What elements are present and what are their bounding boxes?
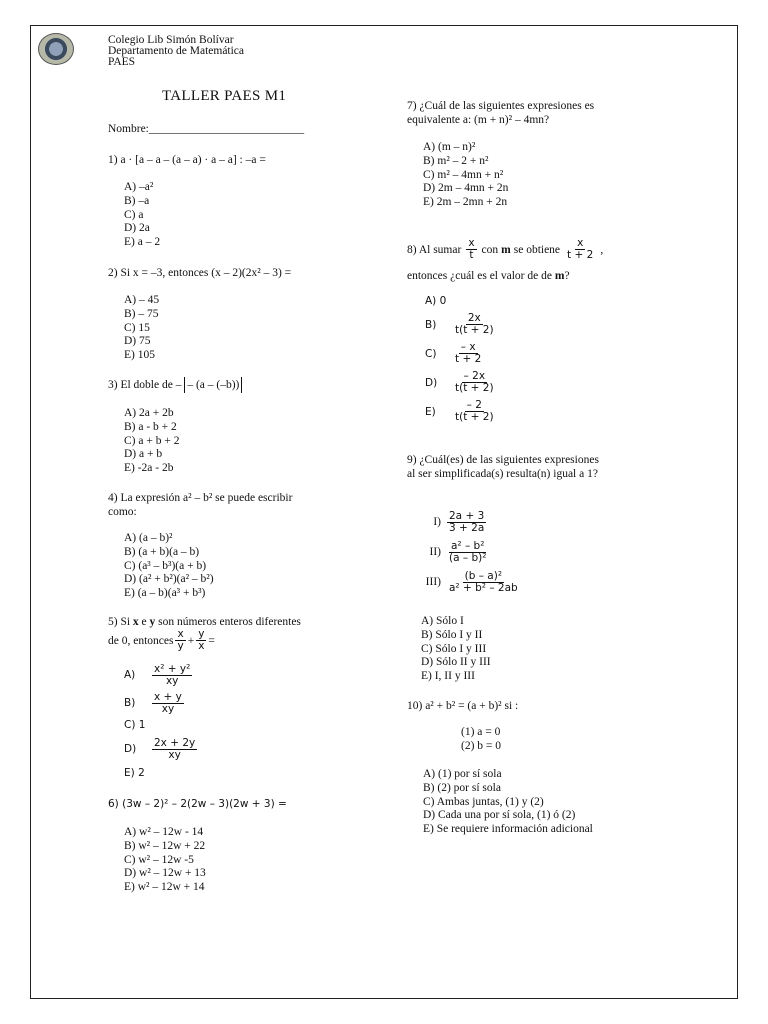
option-d: D) $\frac{- 2x}{t(t + 2)}$	[425, 370, 494, 394]
option-a: A) – 45	[124, 294, 160, 306]
question-7-line-1: 7) ¿Cuál de las siguientes expresiones es	[407, 100, 595, 112]
option-c: C) 15	[124, 321, 150, 334]
fraction-x-over-y: $\frac{x}{y}$	[177, 628, 184, 652]
question-10-conditions	[461, 726, 501, 754]
question-6: 6) (3w – 2)² – 2(2w – 3)(2w + 3) =	[108, 798, 287, 810]
option-b: B) $\frac{2x}{t(t + 2)}$	[425, 312, 494, 336]
question-8-line-2: entonces ¿cuál es el valor de de m?	[407, 270, 570, 282]
question-7-options	[423, 141, 508, 210]
fraction-x-over-t-plus-2: $\frac{x}{t + 2}$	[567, 237, 594, 261]
option-e: E) I, II y III	[421, 670, 475, 683]
option-d: D) $\frac{2x + 2y}{xy}$	[124, 736, 196, 761]
question-5-line-2: de 0, entonces $\frac{x}{y}$ + $\frac{y}{x}$ =	[108, 628, 215, 652]
option-b: B) –a	[124, 194, 150, 207]
question-2-options	[124, 294, 159, 363]
question-9-options	[421, 615, 491, 684]
option-c: C) a	[124, 208, 144, 221]
question-8-options	[425, 292, 498, 426]
question-5-options	[124, 661, 199, 781]
question-7-line-2: equivalente a: (m + n)² – 4mn?	[407, 114, 550, 126]
question-3-options	[124, 407, 179, 476]
header-block	[108, 35, 244, 68]
option-b: B) $\frac{x + y}{xy}$	[124, 690, 182, 715]
question-2: 2) Si x = –3, entonces (x – 2)(2x² – 3) =	[108, 267, 292, 279]
option-a: A) w² – 12w - 14	[124, 826, 204, 838]
expression-1: I) $\frac{2a + 3}{3 + 2a}$	[433, 509, 485, 534]
question-3-bracket: – (a – (–b))	[184, 377, 242, 393]
option-d: D) 2a	[124, 222, 150, 235]
question-7	[407, 99, 594, 127]
question-4-options	[124, 532, 214, 601]
question-1: 1) a · [a – a – (a – a) · a – a] : –a =	[108, 154, 266, 166]
option-c: C) Sólo I y III	[421, 642, 487, 655]
department-name: Departamento de Matemática	[108, 45, 245, 57]
fraction-y-over-x: $\frac{y}{x}$	[198, 628, 205, 652]
option-e: E) w² – 12w + 14	[124, 881, 205, 894]
question-9-expressions	[419, 507, 522, 597]
condition-2: (2) b = 0	[461, 739, 502, 752]
question-9-line-2: al ser simplificada(s) resulta(n) igual a 1?	[407, 468, 598, 480]
question-3-prefix: 3) El doble de –	[108, 379, 182, 391]
option-b: B) w² – 12w + 22	[124, 839, 206, 852]
option-b: B) m² – 2 + n²	[423, 154, 489, 167]
worksheet-title: TALLER PAES M1	[162, 88, 287, 104]
option-a: A) 2a + 2b	[124, 407, 174, 419]
option-c: C) (a³ – b³)(a + b)	[124, 559, 207, 572]
worksheet-page	[30, 25, 738, 999]
option-d: D) (a² + b²)(a² – b²)	[124, 573, 214, 586]
question-6-options	[124, 826, 206, 895]
option-e: E) 105	[124, 349, 155, 362]
option-c: C) Ambas juntas, (1) y (2)	[423, 795, 544, 808]
option-e: E) $\frac{- 2}{t(t + 2)}$	[425, 399, 494, 423]
option-b: B) – 75	[124, 307, 159, 320]
question-3	[108, 377, 242, 393]
option-e: E) -2a - 2b	[124, 462, 174, 475]
question-4-line-1: 4) La expresión a² – b² se puede escribir	[108, 492, 293, 504]
school-name: Colegio Lib Simón Bolívar	[108, 34, 234, 46]
option-c: C) w² – 12w -5	[124, 853, 194, 866]
option-d: D) Sólo II y III	[421, 656, 491, 669]
option-a: A) Sólo I	[421, 615, 464, 627]
fraction-x-over-t: $\frac{x}{t}$	[468, 237, 475, 261]
expression-3: III) $\frac{\text{(b – a)²}}{\text{a² + b² – 2ab}}$	[425, 569, 518, 594]
option-c: C) a + b + 2	[124, 434, 180, 447]
option-a: A) (1) por sí sola	[423, 768, 502, 780]
option-c: C) 1	[124, 719, 146, 731]
question-9-line-1: 9) ¿Cuál(es) de las siguientes expresiones	[407, 454, 599, 466]
question-10: 10) a² + b² = (a + b)² si :	[407, 700, 519, 712]
expression-2: II) $\frac{\text{a² – b²}}{\text{(a – b)²}}$	[429, 539, 487, 564]
option-a: A) (a – b)²	[124, 532, 173, 544]
option-d: D) w² – 12w + 13	[124, 867, 206, 880]
option-e: E) 2	[124, 767, 145, 779]
option-e: E) 2m – 2mn + 2n	[423, 196, 508, 209]
option-d: D) Cada una por sí sola, (1) ó (2)	[423, 809, 576, 822]
option-c: C) m² – 4mn + n²	[423, 168, 504, 181]
option-a: A) –a²	[124, 181, 154, 193]
option-b: B) (a + b)(a – b)	[124, 545, 200, 558]
option-c: C) $\frac{- x}{t + 2}$	[425, 341, 482, 365]
option-b: B) (2) por sí sola	[423, 781, 501, 794]
option-b: B) Sólo I y II	[421, 628, 483, 641]
question-1-options	[124, 181, 160, 250]
question-4	[108, 491, 292, 519]
option-d: D) a + b	[124, 448, 163, 461]
option-e: E) Se requiere información adicional	[423, 823, 593, 836]
condition-1: (1) a = 0	[461, 726, 501, 738]
program-name: PAES	[108, 56, 136, 68]
option-a: A) 0	[425, 295, 447, 307]
question-9	[407, 453, 599, 481]
school-logo	[38, 33, 74, 65]
option-e: E) (a – b)(a³ + b³)	[124, 587, 206, 600]
option-a: A) (m – n)²	[423, 141, 476, 153]
name-field: Nombre:___________________________	[108, 123, 305, 135]
question-4-line-2: como:	[108, 506, 137, 518]
question-10-options	[423, 768, 593, 837]
option-e: E) a – 2	[124, 236, 161, 249]
question-8-line-1: 8) Al sumar $\frac{x}{t}$ con m se obtiene $\frac{x}{t + 2}$ ,	[407, 237, 604, 261]
option-d: D) 2m – 4mn + 2n	[423, 182, 509, 195]
option-b: B) a - b + 2	[124, 420, 177, 433]
question-5-line-1: 5) Si x e y son números enteros diferentes	[108, 616, 301, 628]
option-d: D) 75	[124, 335, 151, 348]
option-a: A) $\frac{\text{x² + y²}}{xy}$	[124, 662, 191, 687]
